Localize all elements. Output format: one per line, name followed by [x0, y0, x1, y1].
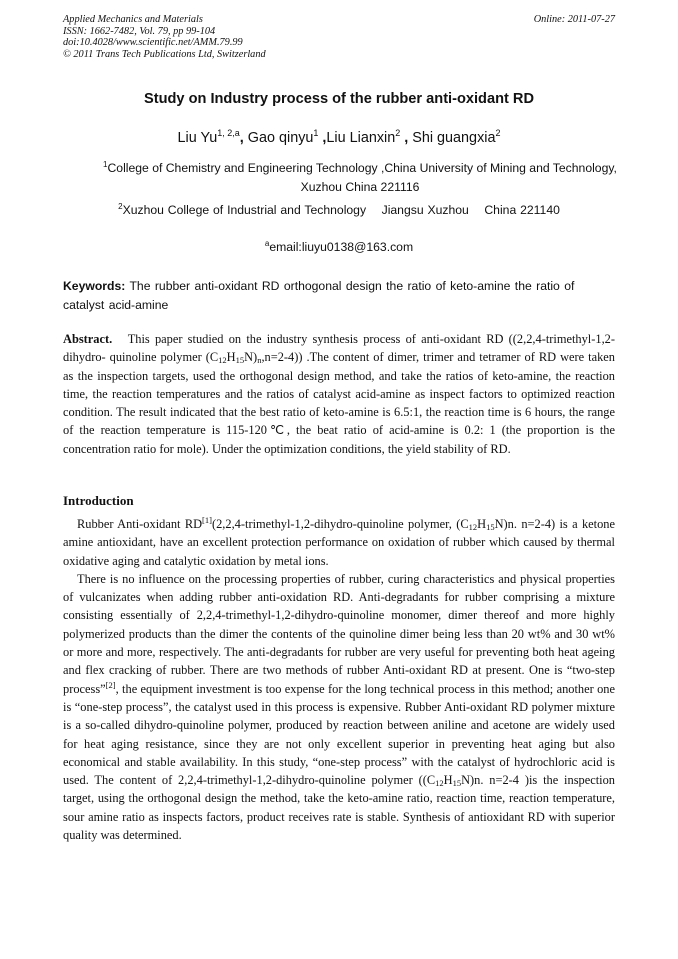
email-mark: a [264, 239, 270, 248]
paragraph-text: (2,2,4-trimethyl-1,2-dihydro-quinoline polymer, (C [211, 517, 469, 531]
abstract-text: N) [244, 350, 258, 365]
section-heading-introduction: Introduction [63, 493, 134, 508]
author-name: Liu Lianxin [326, 130, 396, 146]
affiliation-text: Xuzhou College of Industrial and Technology Jiangsu Xuzhou China 221140 [122, 203, 560, 217]
doi-line: doi:10.4028/www.scientific.net/AMM.79.99 [63, 37, 243, 49]
journal-name: Applied Mechanics and Materials [63, 14, 203, 25]
paragraph-text: There is no influence on the processing properties of rubber, curing characteristics and physical properties of vulcanizates when adding rubber anti-oxidation RD. Anti-degradants for rubber comprising a mixture consisting essentially of 2,2,4-trimethyl-1,2-dihydro-quinoline monomer, dimer thereof and more highly polymerized products than the dimer the contents of the quinoline dimer being less than 20 wt% and 30 wt% or more and more, respectively. The anti-degradants for rubber are very useful for preventing both heat ageing and flex cracking of rubber. There are two methods of rubber Anti-oxidant RD at present. One is “two-step process” [63, 571, 615, 696]
author-email [63, 240, 615, 254]
subscript: 15 [235, 355, 245, 366]
subscript: 15 [452, 778, 462, 789]
author-separator: , [239, 130, 248, 146]
author-name: Gao qinyu [247, 130, 314, 146]
paragraph-text: Rubber Anti-oxidant RD [77, 517, 203, 531]
paper-title: Study on Industry process of the rubber anti-oxidant RD [143, 91, 534, 107]
paragraph [63, 570, 615, 844]
online-date: Online: 2011-07-27 [533, 14, 615, 25]
issn-line: ISSN: 1662-7482, Vol. 79, pp 99-104 [63, 25, 216, 37]
author-name: Shi guangxia [412, 130, 496, 146]
subscript: 15 [486, 522, 495, 532]
abstract-text: ,n=2-4)) .The content of dimer, trimer and tetramer of RD were taken as the inspection targets, used the orthogonal design method, and take the ratios of keto-amine, the reaction time, the reaction temperatures and the ratios of catalyst acid-amine as inspect factors to optimized reaction condition. The result indicated that the best ratio of keto-amine is 6.5:1, the reaction time is 6 hours, the range of the reaction temperature is 115-120℃, the beat ratio of acid-amine is 0.2: 1 (the proportion is the concentration ratio for mole). Under the optimization conditions, the yield stability of RD. [63, 350, 615, 456]
author-affiliation-mark: 2 [395, 128, 401, 138]
affiliation-mark: 2 [118, 202, 123, 211]
citation-ref: [1] [202, 515, 212, 525]
abstract-text: H [226, 350, 236, 365]
introduction-body [63, 515, 615, 844]
affiliation-1 [100, 159, 620, 196]
affiliation-mark: 1 [103, 160, 108, 169]
email-text: email:liuyu0138@163.com [269, 240, 414, 254]
abstract-text: This paper studied on the industry synthesis process of anti-oxidant RD ((2,2,4-trimethyl-1,2-dihydro- quinoline polymer (C [63, 332, 615, 365]
author-affiliation-mark: 1 [313, 128, 319, 138]
author-separator: , [318, 130, 327, 146]
author-name: Liu Yu [177, 130, 218, 146]
subscript: 12 [218, 355, 227, 366]
author-separator: , [400, 130, 413, 146]
copyright-line: © 2011 Trans Tech Publications Ltd, Switzerland [63, 48, 266, 60]
author-list [63, 130, 615, 146]
subscript: 12 [435, 778, 444, 789]
subscript: n [257, 355, 262, 366]
author-affiliation-mark: 2 [495, 128, 501, 138]
affiliation-2 [63, 201, 615, 220]
paragraph-text: H [477, 517, 487, 531]
citation-ref: [2] [105, 679, 116, 690]
paragraph [63, 515, 615, 570]
keywords [63, 277, 615, 314]
paragraph-text: N)n. n=2-4) is a ketone amine antioxidant, have an excellent protection performance on oxidation of rubber which caused by thermal oxidative aging and catalytic oxidation by metal ions. [63, 517, 615, 568]
abstract-label: Abstract. [63, 332, 113, 346]
paragraph-text: , the equipment investment is too expense for the long technical process in this method; another one is “one-step process”, the catalyst used in this process is expensive. Rubber Anti-oxidant RD polymer mixture is a so-called dihydro-quinoline polymer, produced by reaction between aniline and acetone are widely used for heat aging resistance, since they are not only excellent superior in preventing heat aging but also economical and stable availability. In this study, “one-step process” with the catalyst of hydrochloric acid is used. The content of 2,2,4-trimethyl-1,2-dihydro-quinoline polymer ((C [63, 681, 615, 788]
journal-header [63, 14, 615, 60]
author-affiliation-mark: 1, 2,a [217, 128, 240, 138]
subscript: 12 [468, 522, 478, 532]
paragraph-text: N)n. n=2-4 )is the inspection target, using the orthogonal design the method, take the keto-amine ratio, reaction time, reaction temperature, sour amine ratio as inspects factors, product receives rate is stable. Synthesis of antioxidant RD with superior quality was determined. [63, 773, 615, 843]
affiliation-text: College of Chemistry and Engineering Technology ,China University of Mining and Technology, Xuzhou China 221116 [107, 161, 617, 194]
abstract [63, 330, 615, 458]
keywords-label: Keywords: [63, 279, 126, 293]
keywords-text: The rubber anti-oxidant RD orthogonal design the ratio of keto-amine the ratio of catalyst acid-amine [63, 279, 575, 312]
paragraph-text: H [443, 773, 453, 788]
